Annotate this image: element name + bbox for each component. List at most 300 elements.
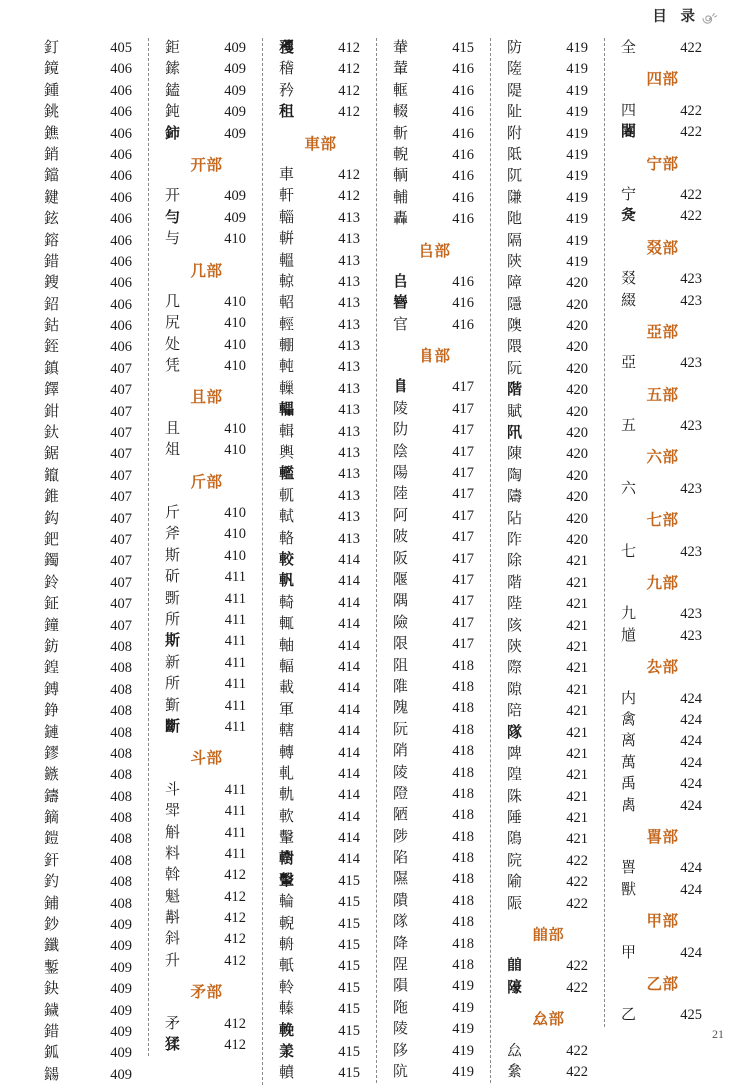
toc-entry[interactable] bbox=[159, 229, 254, 250]
toc-entry[interactable] bbox=[38, 637, 140, 658]
toc-entry[interactable] bbox=[387, 463, 482, 484]
toc-entry[interactable] bbox=[501, 359, 596, 380]
toc-entry[interactable] bbox=[387, 442, 482, 463]
radical-section-heading[interactable]: 且部 bbox=[190, 389, 223, 407]
toc-entry[interactable] bbox=[38, 936, 140, 957]
toc-entry[interactable] bbox=[273, 529, 368, 550]
toc-entry[interactable] bbox=[387, 912, 482, 933]
toc-entry[interactable] bbox=[615, 858, 710, 879]
toc-entry[interactable] bbox=[38, 616, 140, 637]
toc-entry[interactable] bbox=[273, 208, 368, 229]
toc-entry[interactable] bbox=[273, 1021, 368, 1042]
toc-entry[interactable] bbox=[501, 209, 596, 230]
toc-entry[interactable] bbox=[273, 764, 368, 785]
toc-entry[interactable] bbox=[38, 723, 140, 744]
toc-entry[interactable] bbox=[501, 851, 596, 872]
radical-section-heading[interactable]: 七部 bbox=[646, 512, 679, 530]
toc-entry[interactable] bbox=[159, 59, 254, 80]
toc-entry[interactable] bbox=[159, 313, 254, 334]
toc-entry[interactable] bbox=[273, 743, 368, 764]
radical-section-heading[interactable]: 亞部 bbox=[646, 323, 679, 341]
toc-columns bbox=[34, 38, 720, 1083]
entry-page-number: 407 bbox=[110, 446, 132, 463]
toc-entry[interactable] bbox=[38, 680, 140, 701]
toc-entry[interactable] bbox=[501, 466, 596, 487]
toc-entry[interactable] bbox=[615, 774, 710, 795]
entry-page-number: 415 bbox=[338, 894, 360, 911]
toc-entry[interactable] bbox=[501, 744, 596, 765]
entry-page-number: 408 bbox=[110, 660, 132, 677]
toc-entry[interactable] bbox=[38, 829, 140, 850]
entry-page-number: 418 bbox=[452, 657, 474, 674]
toc-entry[interactable] bbox=[615, 626, 710, 647]
toc-entry[interactable] bbox=[159, 674, 254, 695]
toc-entry[interactable] bbox=[38, 466, 140, 487]
toc-entry[interactable] bbox=[38, 402, 140, 423]
toc-entry[interactable] bbox=[159, 929, 254, 950]
toc-entry[interactable] bbox=[501, 273, 596, 294]
radical-section-heading[interactable]: 开部 bbox=[190, 156, 223, 174]
toc-entry[interactable] bbox=[387, 1041, 482, 1062]
radical-section-heading[interactable]: 𨺅部 bbox=[532, 927, 565, 945]
toc-entry[interactable] bbox=[273, 935, 368, 956]
radical-section-heading[interactable]: 厽部 bbox=[532, 1011, 565, 1029]
toc-entry[interactable] bbox=[273, 807, 368, 828]
toc-entry[interactable] bbox=[38, 81, 140, 102]
toc-entry[interactable] bbox=[273, 464, 368, 485]
radical-section-heading[interactable]: 乙部 bbox=[646, 975, 679, 993]
toc-entry[interactable] bbox=[501, 188, 596, 209]
toc-entry[interactable] bbox=[273, 914, 368, 935]
toc-entry[interactable] bbox=[501, 808, 596, 829]
toc-entry[interactable] bbox=[159, 823, 254, 844]
toc-entry[interactable] bbox=[387, 209, 482, 230]
radical-section-heading[interactable]: 斤部 bbox=[190, 473, 223, 491]
toc-entry[interactable] bbox=[387, 166, 482, 187]
toc-entry[interactable] bbox=[387, 293, 482, 314]
toc-entry[interactable] bbox=[501, 38, 596, 59]
toc-entry[interactable] bbox=[387, 741, 482, 762]
toc-entry[interactable] bbox=[38, 701, 140, 722]
radical-section-heading[interactable]: 𨸏部 bbox=[418, 348, 451, 366]
toc-entry[interactable] bbox=[273, 422, 368, 443]
toc-entry[interactable] bbox=[159, 440, 254, 461]
radical-section-heading[interactable]: 九部 bbox=[646, 575, 679, 593]
entry-character: 隗 bbox=[393, 700, 409, 717]
toc-entry[interactable] bbox=[273, 59, 368, 80]
toc-entry[interactable] bbox=[387, 784, 482, 805]
toc-entry[interactable] bbox=[501, 316, 596, 337]
toc-entry[interactable] bbox=[273, 657, 368, 678]
toc-entry[interactable] bbox=[501, 166, 596, 187]
toc-entry[interactable] bbox=[159, 696, 254, 717]
toc-entry[interactable] bbox=[273, 956, 368, 977]
toc-entry[interactable] bbox=[387, 720, 482, 741]
toc-entry[interactable] bbox=[38, 231, 140, 252]
radical-section-heading[interactable]: 厹部 bbox=[646, 659, 679, 677]
toc-entry[interactable] bbox=[159, 186, 254, 207]
toc-entry[interactable] bbox=[38, 872, 140, 893]
toc-entry[interactable] bbox=[273, 849, 368, 870]
entry-page-number: 408 bbox=[110, 788, 132, 805]
toc-entry[interactable] bbox=[38, 1043, 140, 1064]
toc-entry[interactable] bbox=[159, 335, 254, 356]
toc-entry[interactable] bbox=[273, 593, 368, 614]
toc-entry[interactable] bbox=[387, 124, 482, 145]
toc-entry[interactable] bbox=[387, 869, 482, 890]
entry-page-number: 422 bbox=[566, 895, 588, 912]
toc-entry[interactable] bbox=[615, 206, 710, 227]
entry-page-number: 417 bbox=[452, 507, 474, 524]
toc-entry[interactable] bbox=[38, 658, 140, 679]
toc-entry[interactable] bbox=[387, 1019, 482, 1040]
toc-entry[interactable] bbox=[387, 188, 482, 209]
toc-entry[interactable] bbox=[387, 315, 482, 336]
entry-character: 矡 bbox=[279, 40, 295, 56]
toc-entry[interactable] bbox=[501, 402, 596, 423]
toc-entry[interactable] bbox=[273, 700, 368, 721]
toc-entry[interactable] bbox=[38, 551, 140, 572]
toc-entry[interactable] bbox=[615, 731, 710, 752]
toc-entry[interactable] bbox=[501, 829, 596, 850]
toc-entry[interactable] bbox=[159, 717, 254, 738]
toc-entry[interactable] bbox=[159, 1014, 254, 1035]
toc-entry[interactable] bbox=[273, 507, 368, 528]
toc-entry[interactable] bbox=[273, 892, 368, 913]
toc-entry[interactable] bbox=[273, 486, 368, 507]
toc-entry[interactable] bbox=[38, 252, 140, 273]
toc-entry[interactable] bbox=[159, 865, 254, 886]
toc-entry[interactable] bbox=[501, 551, 596, 572]
radical-section-heading[interactable]: 𠂤部 bbox=[418, 242, 451, 260]
entry-character: 銚 bbox=[44, 104, 60, 121]
toc-entry[interactable] bbox=[387, 763, 482, 784]
radical-section-heading[interactable]: 四部 bbox=[646, 71, 679, 89]
toc-entry[interactable] bbox=[38, 38, 140, 59]
entry-page-number: 416 bbox=[452, 146, 474, 163]
toc-entry[interactable] bbox=[273, 315, 368, 336]
toc-entry[interactable] bbox=[159, 356, 254, 377]
toc-entry[interactable] bbox=[38, 295, 140, 316]
toc-entry[interactable] bbox=[615, 542, 710, 563]
toc-entry[interactable] bbox=[273, 293, 368, 314]
entry-page-number: 417 bbox=[452, 614, 474, 631]
toc-entry[interactable] bbox=[615, 604, 710, 625]
radical-section-heading[interactable]: 五部 bbox=[646, 386, 679, 404]
toc-entry[interactable] bbox=[159, 546, 254, 567]
entry-character: 阮 bbox=[507, 360, 523, 377]
radical-section-heading[interactable]: 叕部 bbox=[646, 239, 679, 257]
toc-entry[interactable] bbox=[38, 209, 140, 230]
section-spacer bbox=[615, 312, 710, 322]
toc-entry[interactable] bbox=[501, 594, 596, 615]
entry-character: 轉 bbox=[279, 744, 295, 761]
toc-entry[interactable] bbox=[615, 1005, 710, 1026]
toc-entry[interactable] bbox=[38, 744, 140, 765]
toc-entry[interactable] bbox=[387, 613, 482, 634]
toc-entry[interactable] bbox=[387, 1062, 482, 1083]
toc-entry[interactable] bbox=[273, 102, 368, 123]
toc-entry[interactable] bbox=[38, 124, 140, 145]
toc-entry[interactable] bbox=[273, 272, 368, 293]
toc-entry[interactable] bbox=[387, 848, 482, 869]
toc-entry[interactable] bbox=[273, 828, 368, 849]
toc-entry[interactable] bbox=[501, 124, 596, 145]
toc-entry[interactable] bbox=[501, 787, 596, 808]
toc-entry[interactable] bbox=[273, 636, 368, 657]
entry-page-number: 421 bbox=[566, 745, 588, 762]
toc-entry[interactable] bbox=[159, 1035, 254, 1056]
toc-entry[interactable] bbox=[273, 379, 368, 400]
toc-entry[interactable] bbox=[273, 978, 368, 999]
toc-entry[interactable] bbox=[273, 81, 368, 102]
toc-entry[interactable] bbox=[387, 698, 482, 719]
toc-entry[interactable] bbox=[38, 509, 140, 530]
entry-character: 尻 bbox=[165, 315, 181, 332]
toc-entry[interactable] bbox=[501, 145, 596, 166]
toc-entry[interactable] bbox=[615, 291, 710, 312]
toc-entry[interactable] bbox=[501, 59, 596, 80]
toc-entry[interactable] bbox=[159, 801, 254, 822]
toc-entry[interactable] bbox=[615, 185, 710, 206]
toc-entry[interactable] bbox=[38, 594, 140, 615]
toc-entry[interactable] bbox=[159, 208, 254, 229]
toc-entry[interactable] bbox=[387, 827, 482, 848]
toc-entry[interactable] bbox=[38, 487, 140, 508]
toc-entry[interactable] bbox=[615, 122, 710, 143]
toc-entry[interactable] bbox=[501, 978, 596, 999]
toc-entry[interactable] bbox=[615, 269, 710, 290]
entry-character: 隃 bbox=[507, 874, 523, 891]
toc-entry[interactable] bbox=[615, 943, 710, 964]
toc-entry[interactable] bbox=[387, 591, 482, 612]
toc-entry[interactable] bbox=[387, 805, 482, 826]
toc-entry[interactable] bbox=[38, 894, 140, 915]
toc-entry[interactable] bbox=[38, 958, 140, 979]
toc-entry[interactable] bbox=[501, 894, 596, 915]
toc-entry[interactable] bbox=[387, 102, 482, 123]
entry-page-number: 421 bbox=[566, 788, 588, 805]
toc-entry[interactable] bbox=[38, 808, 140, 829]
toc-entry[interactable] bbox=[159, 102, 254, 123]
toc-entry[interactable] bbox=[38, 765, 140, 786]
toc-entry[interactable] bbox=[159, 567, 254, 588]
toc-entry[interactable] bbox=[501, 231, 596, 252]
toc-entry[interactable] bbox=[38, 1022, 140, 1043]
toc-entry[interactable] bbox=[615, 689, 710, 710]
toc-entry[interactable] bbox=[273, 571, 368, 592]
toc-entry[interactable] bbox=[387, 420, 482, 441]
radical-section-heading[interactable]: 六部 bbox=[646, 449, 679, 467]
toc-entry[interactable] bbox=[38, 573, 140, 594]
toc-entry[interactable] bbox=[387, 998, 482, 1019]
toc-entry[interactable] bbox=[38, 1001, 140, 1022]
toc-entry[interactable] bbox=[501, 530, 596, 551]
toc-entry[interactable] bbox=[159, 631, 254, 652]
toc-entry[interactable] bbox=[38, 59, 140, 80]
toc-entry[interactable] bbox=[615, 753, 710, 774]
toc-entry[interactable] bbox=[501, 1062, 596, 1083]
toc-entry[interactable] bbox=[38, 530, 140, 551]
toc-entry[interactable] bbox=[501, 765, 596, 786]
toc-entry[interactable] bbox=[501, 380, 596, 401]
toc-entry[interactable] bbox=[501, 956, 596, 977]
toc-entry[interactable] bbox=[387, 399, 482, 420]
toc-entry[interactable] bbox=[38, 423, 140, 444]
toc-entry[interactable] bbox=[501, 81, 596, 102]
toc-entry[interactable] bbox=[387, 59, 482, 80]
toc-entry[interactable] bbox=[273, 400, 368, 421]
toc-entry[interactable] bbox=[38, 102, 140, 123]
toc-entry[interactable] bbox=[38, 145, 140, 166]
entry-page-number: 416 bbox=[452, 211, 474, 228]
toc-entry[interactable] bbox=[615, 38, 710, 59]
entry-character: 軸 bbox=[279, 637, 295, 654]
toc-entry[interactable] bbox=[159, 38, 254, 59]
toc-entry[interactable] bbox=[273, 251, 368, 272]
toc-entry[interactable] bbox=[387, 377, 482, 398]
toc-entry[interactable] bbox=[387, 272, 482, 293]
toc-entry[interactable] bbox=[615, 416, 710, 437]
toc-entry[interactable] bbox=[501, 637, 596, 658]
toc-entry[interactable] bbox=[615, 880, 710, 901]
section-spacer bbox=[615, 375, 710, 385]
toc-entry[interactable] bbox=[501, 487, 596, 508]
toc-entry[interactable] bbox=[273, 999, 368, 1020]
toc-entry[interactable] bbox=[387, 484, 482, 505]
radical-section-heading[interactable]: 嘼部 bbox=[646, 828, 679, 846]
toc-entry[interactable] bbox=[38, 337, 140, 358]
toc-entry[interactable] bbox=[387, 38, 482, 59]
toc-entry[interactable] bbox=[501, 723, 596, 744]
toc-entry[interactable] bbox=[387, 976, 482, 997]
toc-entry[interactable] bbox=[387, 634, 482, 655]
toc-entry[interactable] bbox=[38, 1065, 140, 1086]
toc-entry[interactable] bbox=[387, 527, 482, 548]
toc-entry[interactable] bbox=[159, 589, 254, 610]
toc-entry[interactable] bbox=[501, 509, 596, 530]
toc-entry[interactable] bbox=[387, 506, 482, 527]
toc-entry[interactable] bbox=[387, 677, 482, 698]
radical-section-heading[interactable]: 斗部 bbox=[190, 750, 223, 768]
toc-entry[interactable] bbox=[273, 1063, 368, 1084]
toc-entry[interactable] bbox=[38, 380, 140, 401]
toc-entry[interactable] bbox=[501, 616, 596, 637]
toc-entry[interactable] bbox=[273, 1042, 368, 1063]
toc-entry[interactable] bbox=[273, 614, 368, 635]
toc-entry[interactable] bbox=[501, 252, 596, 273]
toc-entry[interactable] bbox=[387, 891, 482, 912]
toc-entry[interactable] bbox=[273, 443, 368, 464]
toc-entry[interactable] bbox=[387, 145, 482, 166]
toc-entry[interactable] bbox=[159, 908, 254, 929]
toc-entry[interactable] bbox=[501, 658, 596, 679]
toc-entry[interactable] bbox=[159, 780, 254, 801]
toc-entry[interactable] bbox=[273, 38, 368, 59]
toc-entry[interactable] bbox=[38, 787, 140, 808]
toc-entry[interactable] bbox=[387, 656, 482, 677]
toc-entry[interactable] bbox=[38, 915, 140, 936]
entry-page-number: 414 bbox=[338, 765, 360, 782]
toc-entry[interactable] bbox=[501, 701, 596, 722]
toc-entry[interactable] bbox=[38, 188, 140, 209]
toc-entry[interactable] bbox=[501, 680, 596, 701]
entry-character: 鏡 bbox=[44, 61, 60, 78]
toc-entry[interactable] bbox=[615, 710, 710, 731]
section-spacer bbox=[159, 377, 254, 387]
toc-entry[interactable] bbox=[501, 573, 596, 594]
toc-entry[interactable] bbox=[501, 337, 596, 358]
toc-entry[interactable] bbox=[38, 273, 140, 294]
entry-page-number: 406 bbox=[110, 146, 132, 163]
toc-entry[interactable] bbox=[159, 951, 254, 972]
toc-entry[interactable] bbox=[38, 316, 140, 337]
toc-entry[interactable] bbox=[387, 934, 482, 955]
toc-entry[interactable] bbox=[38, 979, 140, 1000]
entry-character: 陪 bbox=[507, 703, 523, 720]
toc-entry[interactable] bbox=[501, 423, 596, 444]
toc-entry[interactable] bbox=[273, 678, 368, 699]
toc-entry[interactable] bbox=[273, 871, 368, 892]
toc-entry[interactable] bbox=[38, 444, 140, 465]
toc-entry[interactable] bbox=[159, 653, 254, 674]
toc-entry[interactable] bbox=[159, 887, 254, 908]
toc-entry[interactable] bbox=[501, 1041, 596, 1062]
toc-entry[interactable] bbox=[159, 610, 254, 631]
toc-entry[interactable] bbox=[159, 503, 254, 524]
entry-character: 轛 bbox=[279, 851, 295, 868]
toc-entry[interactable] bbox=[38, 851, 140, 872]
radical-section-heading[interactable]: 宁部 bbox=[646, 155, 679, 173]
toc-entry[interactable] bbox=[273, 165, 368, 186]
toc-entry[interactable] bbox=[159, 419, 254, 440]
toc-entry[interactable] bbox=[159, 844, 254, 865]
section-spacer bbox=[387, 367, 482, 377]
toc-entry[interactable] bbox=[273, 721, 368, 742]
toc-entry[interactable] bbox=[159, 124, 254, 145]
toc-entry[interactable] bbox=[159, 81, 254, 102]
toc-entry[interactable] bbox=[387, 955, 482, 976]
toc-entry[interactable] bbox=[159, 524, 254, 545]
toc-entry[interactable] bbox=[273, 785, 368, 806]
toc-entry[interactable] bbox=[615, 101, 710, 122]
toc-entry[interactable] bbox=[387, 81, 482, 102]
section-spacer bbox=[159, 972, 254, 982]
radical-section-heading[interactable]: 矛部 bbox=[190, 984, 223, 1002]
toc-entry[interactable] bbox=[501, 872, 596, 893]
entry-character: 銷 bbox=[44, 146, 60, 163]
toc-entry[interactable] bbox=[387, 549, 482, 570]
radical-section-heading[interactable]: 甲部 bbox=[646, 913, 679, 931]
toc-entry[interactable] bbox=[501, 102, 596, 123]
radical-section-heading[interactable]: 車部 bbox=[304, 135, 337, 153]
toc-entry[interactable] bbox=[387, 570, 482, 591]
toc-entry[interactable] bbox=[273, 357, 368, 378]
toc-entry[interactable] bbox=[273, 186, 368, 207]
toc-entry[interactable] bbox=[501, 444, 596, 465]
toc-entry[interactable] bbox=[615, 479, 710, 500]
radical-section-heading[interactable]: 几部 bbox=[190, 262, 223, 280]
toc-entry[interactable] bbox=[615, 353, 710, 374]
toc-entry[interactable] bbox=[273, 336, 368, 357]
toc-entry[interactable] bbox=[159, 292, 254, 313]
toc-entry[interactable] bbox=[273, 229, 368, 250]
toc-entry[interactable] bbox=[615, 796, 710, 817]
toc-entry[interactable] bbox=[38, 166, 140, 187]
toc-entry[interactable] bbox=[273, 550, 368, 571]
toc-entry[interactable] bbox=[38, 359, 140, 380]
toc-entry[interactable] bbox=[501, 295, 596, 316]
